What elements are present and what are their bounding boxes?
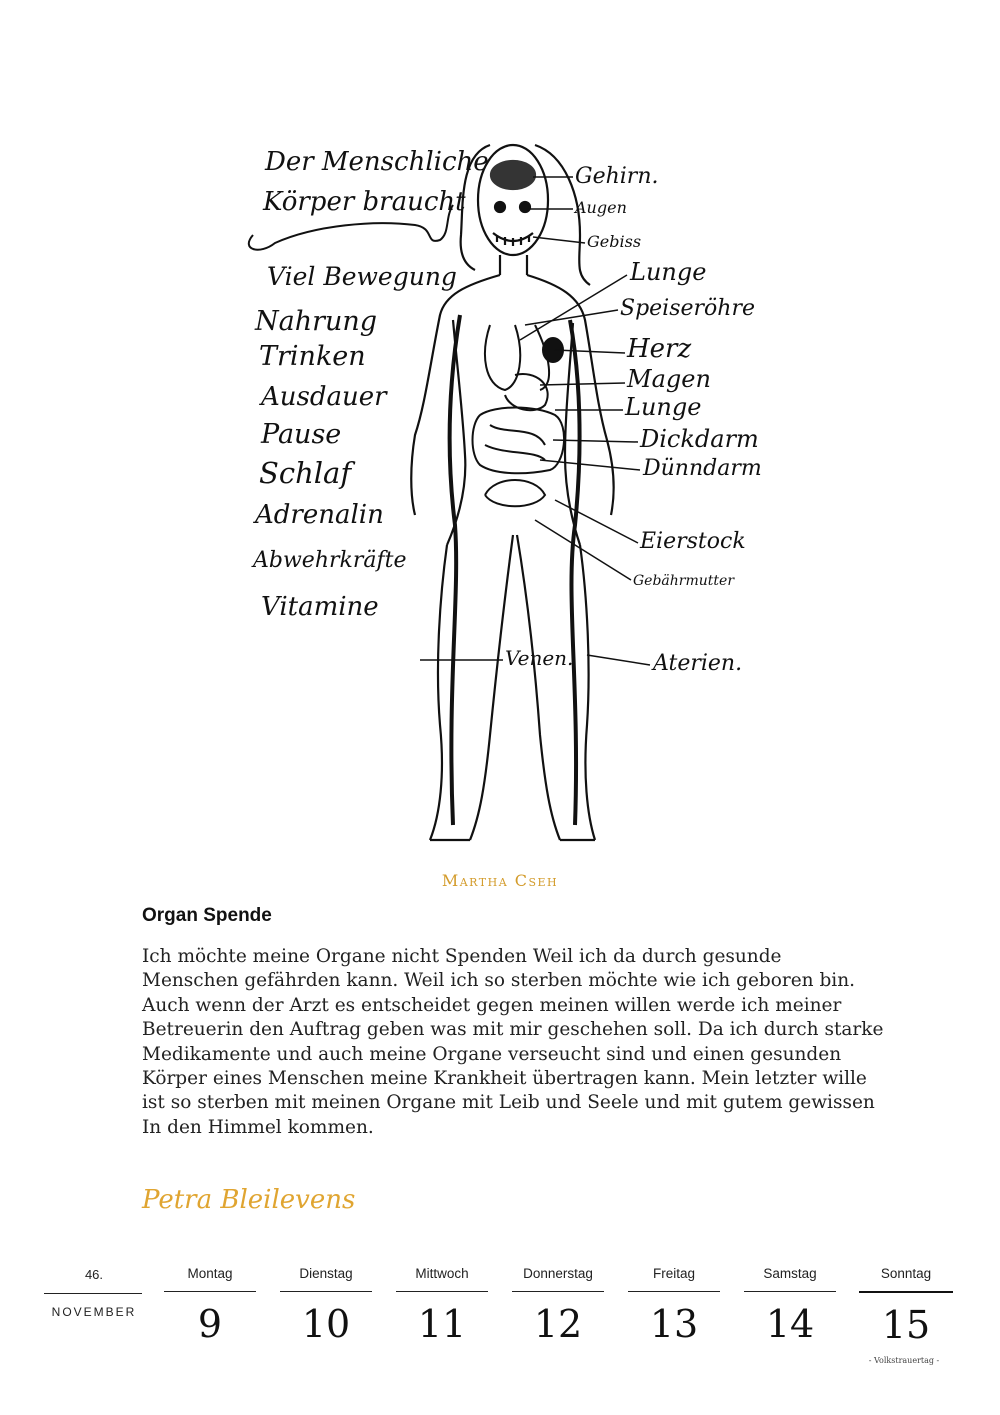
body-figure — [411, 145, 613, 840]
left-word: Abwehrkräfte — [253, 548, 407, 573]
left-word: Körper braucht — [263, 187, 466, 217]
organ-label: Lunge — [630, 258, 707, 286]
day-wednesday — [392, 1266, 492, 1346]
anatomy-drawing — [235, 125, 765, 855]
organ-label: Gebährmutter — [633, 573, 735, 589]
day-name: Montag — [187, 1266, 233, 1281]
day-monday — [160, 1266, 260, 1346]
organ-label: Gehirn. — [575, 164, 659, 189]
signature — [138, 1172, 378, 1222]
artist-name: Martha Cseh — [441, 871, 559, 890]
day-rule — [744, 1291, 836, 1292]
day-name: Freitag — [652, 1266, 696, 1281]
left-word: Vitamine — [261, 592, 379, 622]
text-line: Medikamente und auch meine Organe verseucht sind und einen gesunden — [142, 1043, 842, 1065]
day-number: 15 — [881, 1303, 931, 1347]
day-number: 13 — [649, 1302, 699, 1346]
organ-label: Augen — [575, 198, 627, 217]
organ-label: Magen — [627, 365, 711, 393]
day-rule — [628, 1291, 720, 1292]
left-word: Pause — [261, 419, 342, 450]
signature-text: Petra Bleilevens — [142, 1185, 356, 1215]
day-number: 10 — [301, 1302, 351, 1346]
body-text — [142, 945, 884, 1140]
organ-label: Venen. — [505, 646, 574, 670]
day-number: 9 — [197, 1302, 223, 1346]
day-number: 14 — [765, 1302, 815, 1346]
text-line: In den Himmel kommen. — [142, 1116, 374, 1138]
day-rule — [512, 1291, 604, 1292]
left-word: Ausdauer — [261, 382, 387, 412]
organs — [450, 315, 580, 825]
text-line: ist so sterben mit meinen Organe mit Leib und Seele und mit gutem gewissen — [142, 1092, 875, 1114]
day-friday — [624, 1266, 724, 1346]
organ-label: Lunge — [625, 393, 702, 421]
organ-labels — [505, 164, 762, 676]
left-word: Schlaf — [259, 456, 352, 490]
left-word: Trinken — [259, 341, 366, 372]
day-number: 11 — [417, 1302, 467, 1346]
day-name: Mittwoch — [415, 1266, 469, 1281]
text-line: Körper eines Menschen meine Krankheit übertragen kann. Mein letzter wille — [142, 1068, 867, 1090]
text-line: Auch wenn der Arzt es entscheidet gegen meinen willen werde ich meiner — [142, 994, 842, 1016]
organ-label: Dünndarm — [643, 456, 762, 481]
day-sunday — [856, 1266, 956, 1347]
day-saturday — [740, 1266, 840, 1346]
day-name: Dienstag — [299, 1266, 353, 1281]
organ-label: Dickdarm — [640, 425, 759, 453]
organ-label: Aterien. — [653, 651, 743, 676]
day-name: Samstag — [763, 1266, 817, 1281]
organ-label: Speiseröhre — [620, 296, 755, 321]
left-word: Viel Bewegung — [267, 262, 457, 291]
day-rule — [280, 1291, 372, 1292]
holiday-label: - Volkstrauertag - — [868, 1356, 940, 1365]
text-line: Ich möchte meine Organe nicht Spenden Weil ich da durch gesunde — [142, 946, 782, 967]
day-rule — [859, 1291, 953, 1293]
text-title: Organ Spende — [142, 905, 272, 926]
day-name: Sonntag — [880, 1266, 932, 1281]
text-line: Betreuerin den Auftrag geben was mit mir geschehen soll. Da ich durch starke — [142, 1019, 884, 1041]
organ-label: Eierstock — [640, 529, 746, 554]
left-word: Der Menschliche — [265, 147, 489, 177]
month-label: NOVEMBER — [51, 1305, 137, 1319]
text-line: Menschen gefährden kann. Weil ich so sterben möchte wie ich geboren bin. — [142, 970, 856, 992]
organ-label: Herz — [627, 334, 692, 364]
week-rule — [44, 1293, 142, 1294]
left-word: Nahrung — [255, 306, 378, 337]
left-word: Adrenalin — [255, 500, 384, 530]
day-tuesday — [276, 1266, 376, 1346]
day-rule — [396, 1291, 488, 1292]
day-rule — [164, 1291, 256, 1292]
organ-label: Gebiss — [587, 232, 642, 251]
day-name: Donnerstag — [523, 1266, 593, 1281]
day-thursday — [508, 1266, 608, 1346]
week-number: 46. — [84, 1267, 104, 1282]
day-number: 12 — [533, 1302, 583, 1346]
